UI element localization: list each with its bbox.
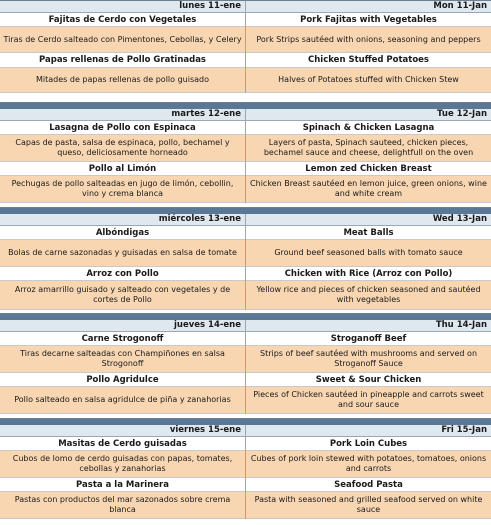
dish-title: Pork Fajitas with Vegetables [246,13,491,27]
spanish-column [0,332,246,414]
day-block-friday [0,418,491,519]
day-block-wednesday [0,207,491,310]
spanish-column [0,226,246,310]
dish-description: Yellow rice and pieces of chicken seasoned and sautéed with vegetables [246,281,491,310]
dish-title: Pasta a la Marinera [0,478,245,492]
en-date: Fri 15-Jan [441,425,487,435]
dish-title: Spinach & Chicken Lasagna [246,121,491,135]
menu-grid [0,437,491,519]
english-column [246,13,491,93]
dish-title: Lemon zed Chicken Breast [246,162,491,176]
menu-grid [0,332,491,414]
dish-title: Meat Balls [246,226,491,240]
english-column [246,437,491,519]
spanish-column [0,121,246,203]
dish-description: Halves of Potatoes stuffed with Chicken Stew [246,68,491,93]
dish-title: Papas rellenas de Pollo Gratinadas [0,53,245,68]
spanish-column [0,13,246,93]
dish-title: Stroganoff Beef [246,332,491,346]
dish-title: Chicken Stuffed Potatoes [246,53,491,68]
en-date: Thu 14-Jan [435,320,487,330]
dish-description: Chicken Breast sautéed en lemon juice, green onions, wine and white cream [246,176,491,203]
dish-description: Capas de pasta, salsa de espinaca, pollo, bechamel y queso, deliciosamente horneado [0,135,245,162]
dish-title: Lasagna de Pollo con Espinaca [0,121,245,135]
en-date: Wed 13-Jan [432,214,487,224]
dish-description: Strips of beef sautéed with mushrooms and served on Stroganoff Sauce [246,346,491,373]
dish-title: Masitas de Cerdo guisadas [0,437,245,451]
dish-description: Pastas con productos del mar sazonados sobre crema blanca [0,492,245,519]
es-date: lunes 11-ene [0,1,246,12]
dish-title: Carne Strogonoff [0,332,245,346]
english-column [246,121,491,203]
dish-title: Chicken with Rice (Arroz con Pollo) [246,267,491,281]
dish-title: Sweet & Sour Chicken [246,373,491,387]
day-header [0,109,491,121]
dish-title: Seafood Pasta [246,478,491,492]
dish-description: Mitades de papas rellenas de pollo guisado [0,68,245,93]
day-block-tuesday [0,102,491,203]
english-column [246,332,491,414]
dish-description: Pollo salteado en salsa agridulce de piña y zanahorias [0,387,245,414]
dish-description: Pechugas de pollo salteadas en jugo de limón, cebollin, vino y crema blanca [0,176,245,203]
day-header [0,425,491,437]
dish-description: Arroz amarrillo guisado y salteado con vegetales y de cortes de Pollo [0,281,245,310]
dish-description: Tiras de Cerdo salteado con Pimentones, Cebollas, y Celery [0,27,245,53]
dish-title: Pollo Agridulce [0,373,245,387]
es-date: jueves 14-ene [0,320,246,331]
dish-title: Arroz con Pollo [0,267,245,281]
spanish-column [0,437,246,519]
dish-title: Pollo al Limón [0,162,245,176]
day-header [0,1,491,13]
dish-title: Fajitas de Cerdo con Vegetales [0,13,245,27]
dish-description: Cubes of pork loin stewed with potatoes, tomatoes, onions and carrots [246,451,491,478]
dish-description: Pieces of Chicken sautéed in pineapple and carrots sweet and sour sauce [246,387,491,414]
dish-description: Cubos de lomo de cerdo guisadas con papas, tomates, cebollas y zanahorias [0,451,245,478]
dish-description: Layers of pasta, Spinach sauteed, chicken pieces, bechamel sauce and cheese, delightfull on the oven [246,135,491,162]
dish-description: Pork Strips sautéed with onions, seasoning and peppers [246,27,491,53]
es-date: viernes 15-ene [0,425,246,436]
en-date: Mon 11-Jan [433,1,487,11]
menu-grid [0,226,491,310]
dish-title: Pork Loin Cubes [246,437,491,451]
dish-description: Bolas de carne sazonadas y guisadas en salsa de tomate [0,240,245,267]
dish-title: Albóndigas [0,226,245,240]
day-block-monday [0,0,491,93]
menu-grid [0,13,491,93]
en-date: Tue 12-Jan [437,109,487,119]
menu-grid [0,121,491,203]
es-date: martes 12-ene [0,109,246,120]
day-block-thursday [0,313,491,414]
dish-description: Tiras decarne salteadas con Champiñones en salsa Strogonoff [0,346,245,373]
day-header [0,214,491,226]
dish-description: Ground beef seasoned balls with tomato sauce [246,240,491,267]
day-header [0,320,491,332]
dish-description: Pasta with seasoned and grilled seafood served on white sauce [246,492,491,519]
es-date: miércoles 13-ene [0,214,246,225]
english-column [246,226,491,310]
